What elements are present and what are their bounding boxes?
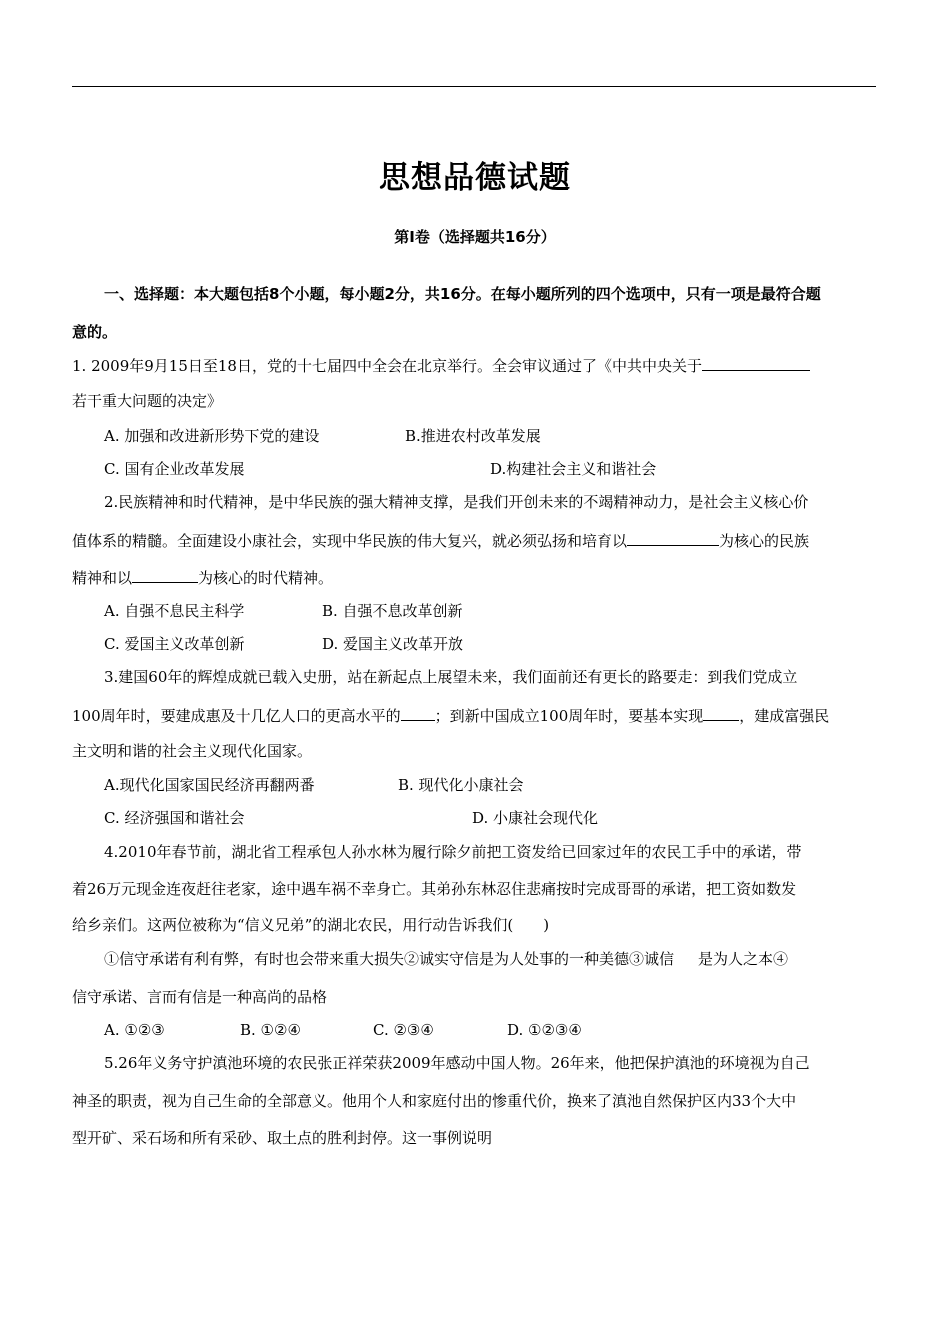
question-4-line3: 给乡亲们。这两位被称为“信义兄弟”的湖北农民，用行动告诉我们( ) — [72, 916, 550, 934]
question-1-text: 1. 2009年9月15日至18日，党的十七届四中全会在北京举行。全会审议通过了《中共中央关于 — [72, 357, 702, 375]
answer-blank — [627, 529, 719, 546]
question-4-statements-b: 是为人之本④ — [698, 950, 789, 968]
question-4-statements-a: ①信守承诺有利有弊，有时也会带来重大损失②诚实守信是为人处事的一种美德③诚信 — [104, 950, 675, 968]
q1-option-c: C. 国有企业改革发展 — [104, 460, 245, 478]
q4-option-a: A. ①②③ — [104, 1021, 165, 1039]
question-3-text-b: ；到新中国成立100周年时，要基本实现 — [434, 707, 704, 725]
q2-option-d: D. 爱国主义改革开放 — [322, 635, 464, 653]
question-1-line2: 若干重大问题的决定》 — [72, 392, 223, 410]
q2-option-c: C. 爱国主义改革创新 — [104, 635, 245, 653]
answer-blank — [401, 704, 435, 721]
question-3-text-a: 100周年时，要建成惠及十几亿人口的更高水平的 — [72, 707, 401, 725]
question-2-line1: 2.民族精神和时代精神，是中华民族的强大精神支撑，是我们开创未来的不竭精神动力，是社会主义核心价 — [104, 493, 809, 511]
question-3-line3: 主文明和谐的社会主义现代化国家。 — [72, 742, 313, 760]
q2-option-a: A. 自强不息民主科学 — [104, 602, 245, 620]
question-4-line1: 4.2010年春节前，湖北省工程承包人孙水林为履行除夕前把工资发给已回家过年的农民工手中的承诺，带 — [104, 843, 802, 861]
question-5-line3: 型开矿、采石场和所有采砂、取土点的胜利封停。这一事例说明 — [72, 1129, 493, 1147]
answer-blank — [132, 566, 198, 583]
question-2-line2 — [72, 529, 809, 552]
question-4-line2: 着26万元现金连夜赶往老家，途中遇车祸不幸身亡。其弟孙东林忍住悲痛按时完成哥哥的承诺，把工资如数发 — [72, 880, 797, 898]
q1-option-a: A. 加强和改进新形势下党的建设 — [104, 427, 320, 445]
question-5-line1: 5.26年义务守护滇池环境的农民张正祥荣获2009年感动中国人物。26年来，他把保护滇池的环境视为自己 — [104, 1054, 810, 1072]
q4-option-d: D. ①②③④ — [507, 1021, 582, 1039]
q3-option-b: B. 现代化小康社会 — [398, 776, 524, 794]
question-2-text-c: 精神和以 — [72, 569, 133, 587]
answer-blank — [703, 704, 739, 721]
q4-option-b: B. ①②④ — [240, 1021, 301, 1039]
question-4-line5: 信守承诺、言而有信是一种高尚的品格 — [72, 988, 328, 1006]
q3-option-a: A.现代化国家国民经济再翻两番 — [104, 776, 315, 794]
section-instruction-line1: 一、选择题：本大题包括8个小题，每小题2分，共16分。在每小题所列的四个选项中，只有一项是最符合题 — [104, 285, 821, 303]
question-3-line1: 3.建国60年的辉煌成就已载入史册，站在新起点上展望未来，我们面前还有更长的路要走：到我们党成立 — [104, 668, 798, 686]
question-2-text-d: 为核心的时代精神。 — [198, 569, 334, 587]
q1-option-d: D.构建社会主义和谐社会 — [490, 460, 657, 478]
q3-option-d: D. 小康社会现代化 — [472, 809, 599, 827]
question-4-line4 — [104, 948, 788, 970]
question-2-text-b: 为核心的民族 — [719, 532, 810, 550]
header-rule — [72, 86, 876, 87]
answer-blank — [702, 354, 810, 371]
question-1-line1 — [72, 354, 810, 377]
question-2-line3 — [72, 566, 333, 589]
section-instruction-line2: 意的。 — [72, 323, 118, 341]
page-title: 思想品德试题 — [379, 160, 571, 196]
question-3-line2 — [72, 704, 829, 727]
question-3-text-c: ，建成富强民 — [739, 707, 830, 725]
section-subtitle: 第Ⅰ卷（选择题共16分） — [394, 228, 556, 246]
question-2-text-a: 值体系的精髓。全面建设小康社会，实现中华民族的伟大复兴，就必须弘扬和培育以 — [72, 532, 628, 550]
q1-option-b: B.推进农村改革发展 — [405, 427, 541, 445]
q3-option-c: C. 经济强国和谐社会 — [104, 809, 245, 827]
q2-option-b: B. 自强不息改革创新 — [322, 602, 463, 620]
q4-option-c: C. ②③④ — [373, 1021, 434, 1039]
question-5-line2: 神圣的职责，视为自己生命的全部意义。他用个人和家庭付出的惨重代价，换来了滇池自然保护区内33个大中 — [72, 1092, 797, 1110]
